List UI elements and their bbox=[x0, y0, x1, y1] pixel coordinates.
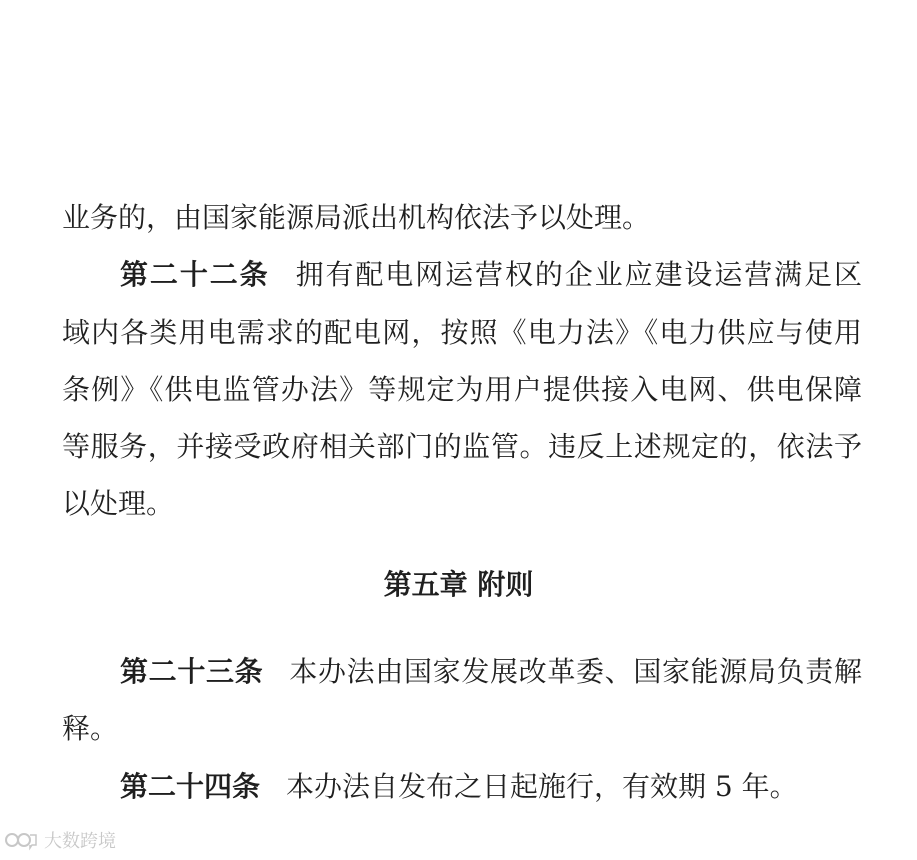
article-24-line-1 bbox=[120, 765, 862, 809]
article-22-line-3 bbox=[62, 368, 862, 412]
watermark bbox=[4, 826, 116, 854]
article-22-text: 拥有配电网运营权的企业应建设运营满足区 bbox=[295, 258, 862, 291]
article-23-text: 释。 bbox=[62, 712, 119, 745]
article-23-line-1 bbox=[120, 650, 862, 694]
article-22-text: 以处理。 bbox=[62, 487, 175, 520]
article-22-line-1 bbox=[120, 253, 862, 297]
paragraph-line bbox=[62, 196, 862, 240]
paragraph-text: 业务的，由国家能源局派出机构依法予以处理。 bbox=[62, 201, 651, 234]
article-24-label: 第二十四条 bbox=[120, 770, 261, 803]
article-22-label: 第二十二条 bbox=[120, 258, 270, 291]
article-23-line-2 bbox=[62, 707, 862, 751]
watermark-text: 大数跨境 bbox=[44, 831, 116, 852]
article-22-line-2 bbox=[62, 311, 862, 355]
article-24-text: 本办法自发布之日起施行，有效期 5 年。 bbox=[286, 770, 798, 803]
article-23-label: 第二十三条 bbox=[120, 655, 264, 688]
speech-bubble-logo-icon bbox=[4, 829, 38, 851]
article-22-text: 域内各类用电需求的配电网，按照《电力法》《电力供应与使用 bbox=[62, 316, 862, 349]
chapter-title: 第五章 附则 bbox=[383, 568, 534, 601]
article-23-text: 本办法由国家发展改革委、国家能源局负责解 bbox=[289, 655, 862, 688]
article-22-text: 条例》《供电监管办法》等规定为用户提供接入电网、供电保障 bbox=[62, 373, 862, 406]
article-22-text: 等服务，并接受政府相关部门的监管。违反上述规定的，依法予 bbox=[62, 430, 862, 463]
article-22-line-5 bbox=[62, 482, 862, 526]
article-22-line-4 bbox=[62, 425, 862, 469]
